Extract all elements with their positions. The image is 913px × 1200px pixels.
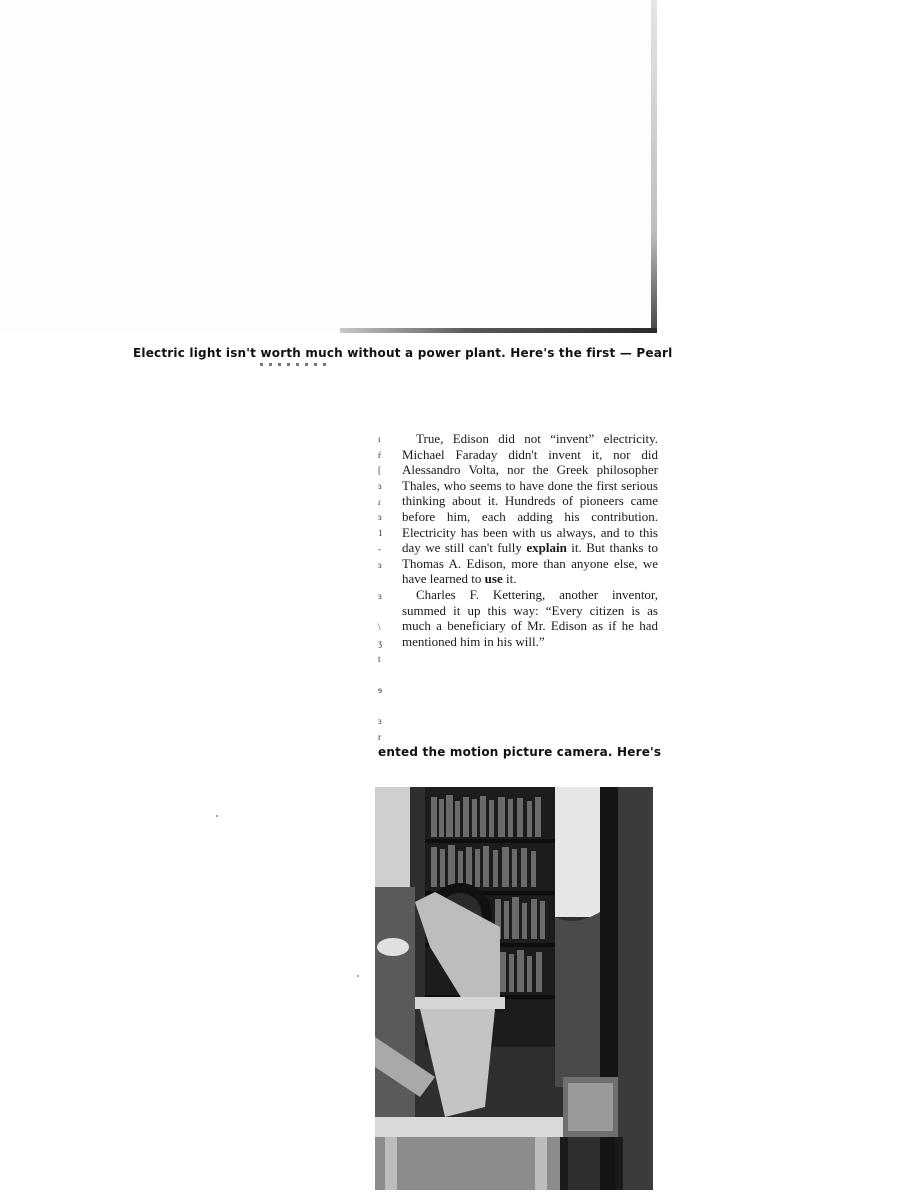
fragment-char: [ [378,465,381,476]
emphasis-explain: explain [526,540,567,556]
camera-photo-illustration [375,787,653,1190]
fragment-char: t [378,653,381,664]
paragraph-1-text-a: True, Edison did not “invent” electricity. Michael Faraday didn't invent it, nor did Alessandro Volta, nor the Greek philosopher Thales, who seems to have done the first serious thinking about it. Hundreds of pioneers came before him, each adding his contribution. Electricity has been with us always, and to this day we still can't fully [402,431,658,556]
caption-cut-off-line [260,363,330,366]
fragment-char: ı [378,434,381,444]
paragraph-1-text-b: it. But thanks to Thomas A. Edison, more than anyone else, we have learned to [402,540,659,587]
fragment-char: ɜ [378,481,382,492]
fragment-char: ɜ [378,716,382,727]
article-paragraph-2: Charles F. Kettering, another inventor, summed it up this way: “Every citizen is as much a beneficiary of Mr. Edison as if he had mentioned him in his will.” [402,586,658,649]
fragment-char: r [378,732,381,743]
edison-camera-photo [375,787,653,1190]
fragment-char [378,605,390,621]
fragment-char: ɘ [378,685,382,695]
fragment-char [378,573,390,589]
paragraph-1-text-c: it. [502,571,517,587]
fragment-char: ɜ [378,590,382,601]
fragment-char: ɜ [378,559,382,570]
fragment-char: ŕ [378,449,381,460]
fragment-char [378,699,390,715]
fragment-char: ʒ [378,637,382,648]
top-photo-right-edge [651,0,657,333]
fragment-char: - [378,543,381,554]
paper-speck [357,975,359,977]
article-body [402,431,658,649]
cut-off-column-fragments [378,432,390,746]
caption-power-plant: Electric light isn't worth much without a power plant. Here's the first — Pearl [133,346,673,360]
top-photo-bottom-edge [340,328,657,333]
fragment-char: 1 [378,528,383,539]
article-paragraph-1 [402,431,658,587]
fragment-char: \ [378,622,381,633]
fragment-char [378,667,390,683]
top-photo-blank [0,0,657,332]
fragment-char: ɾ [378,496,381,507]
emphasis-use: use [484,571,503,587]
paper-speck [216,815,218,817]
caption-motion-picture: ented the motion picture camera. Here's [378,745,662,759]
fragment-char: ɜ [378,512,382,523]
